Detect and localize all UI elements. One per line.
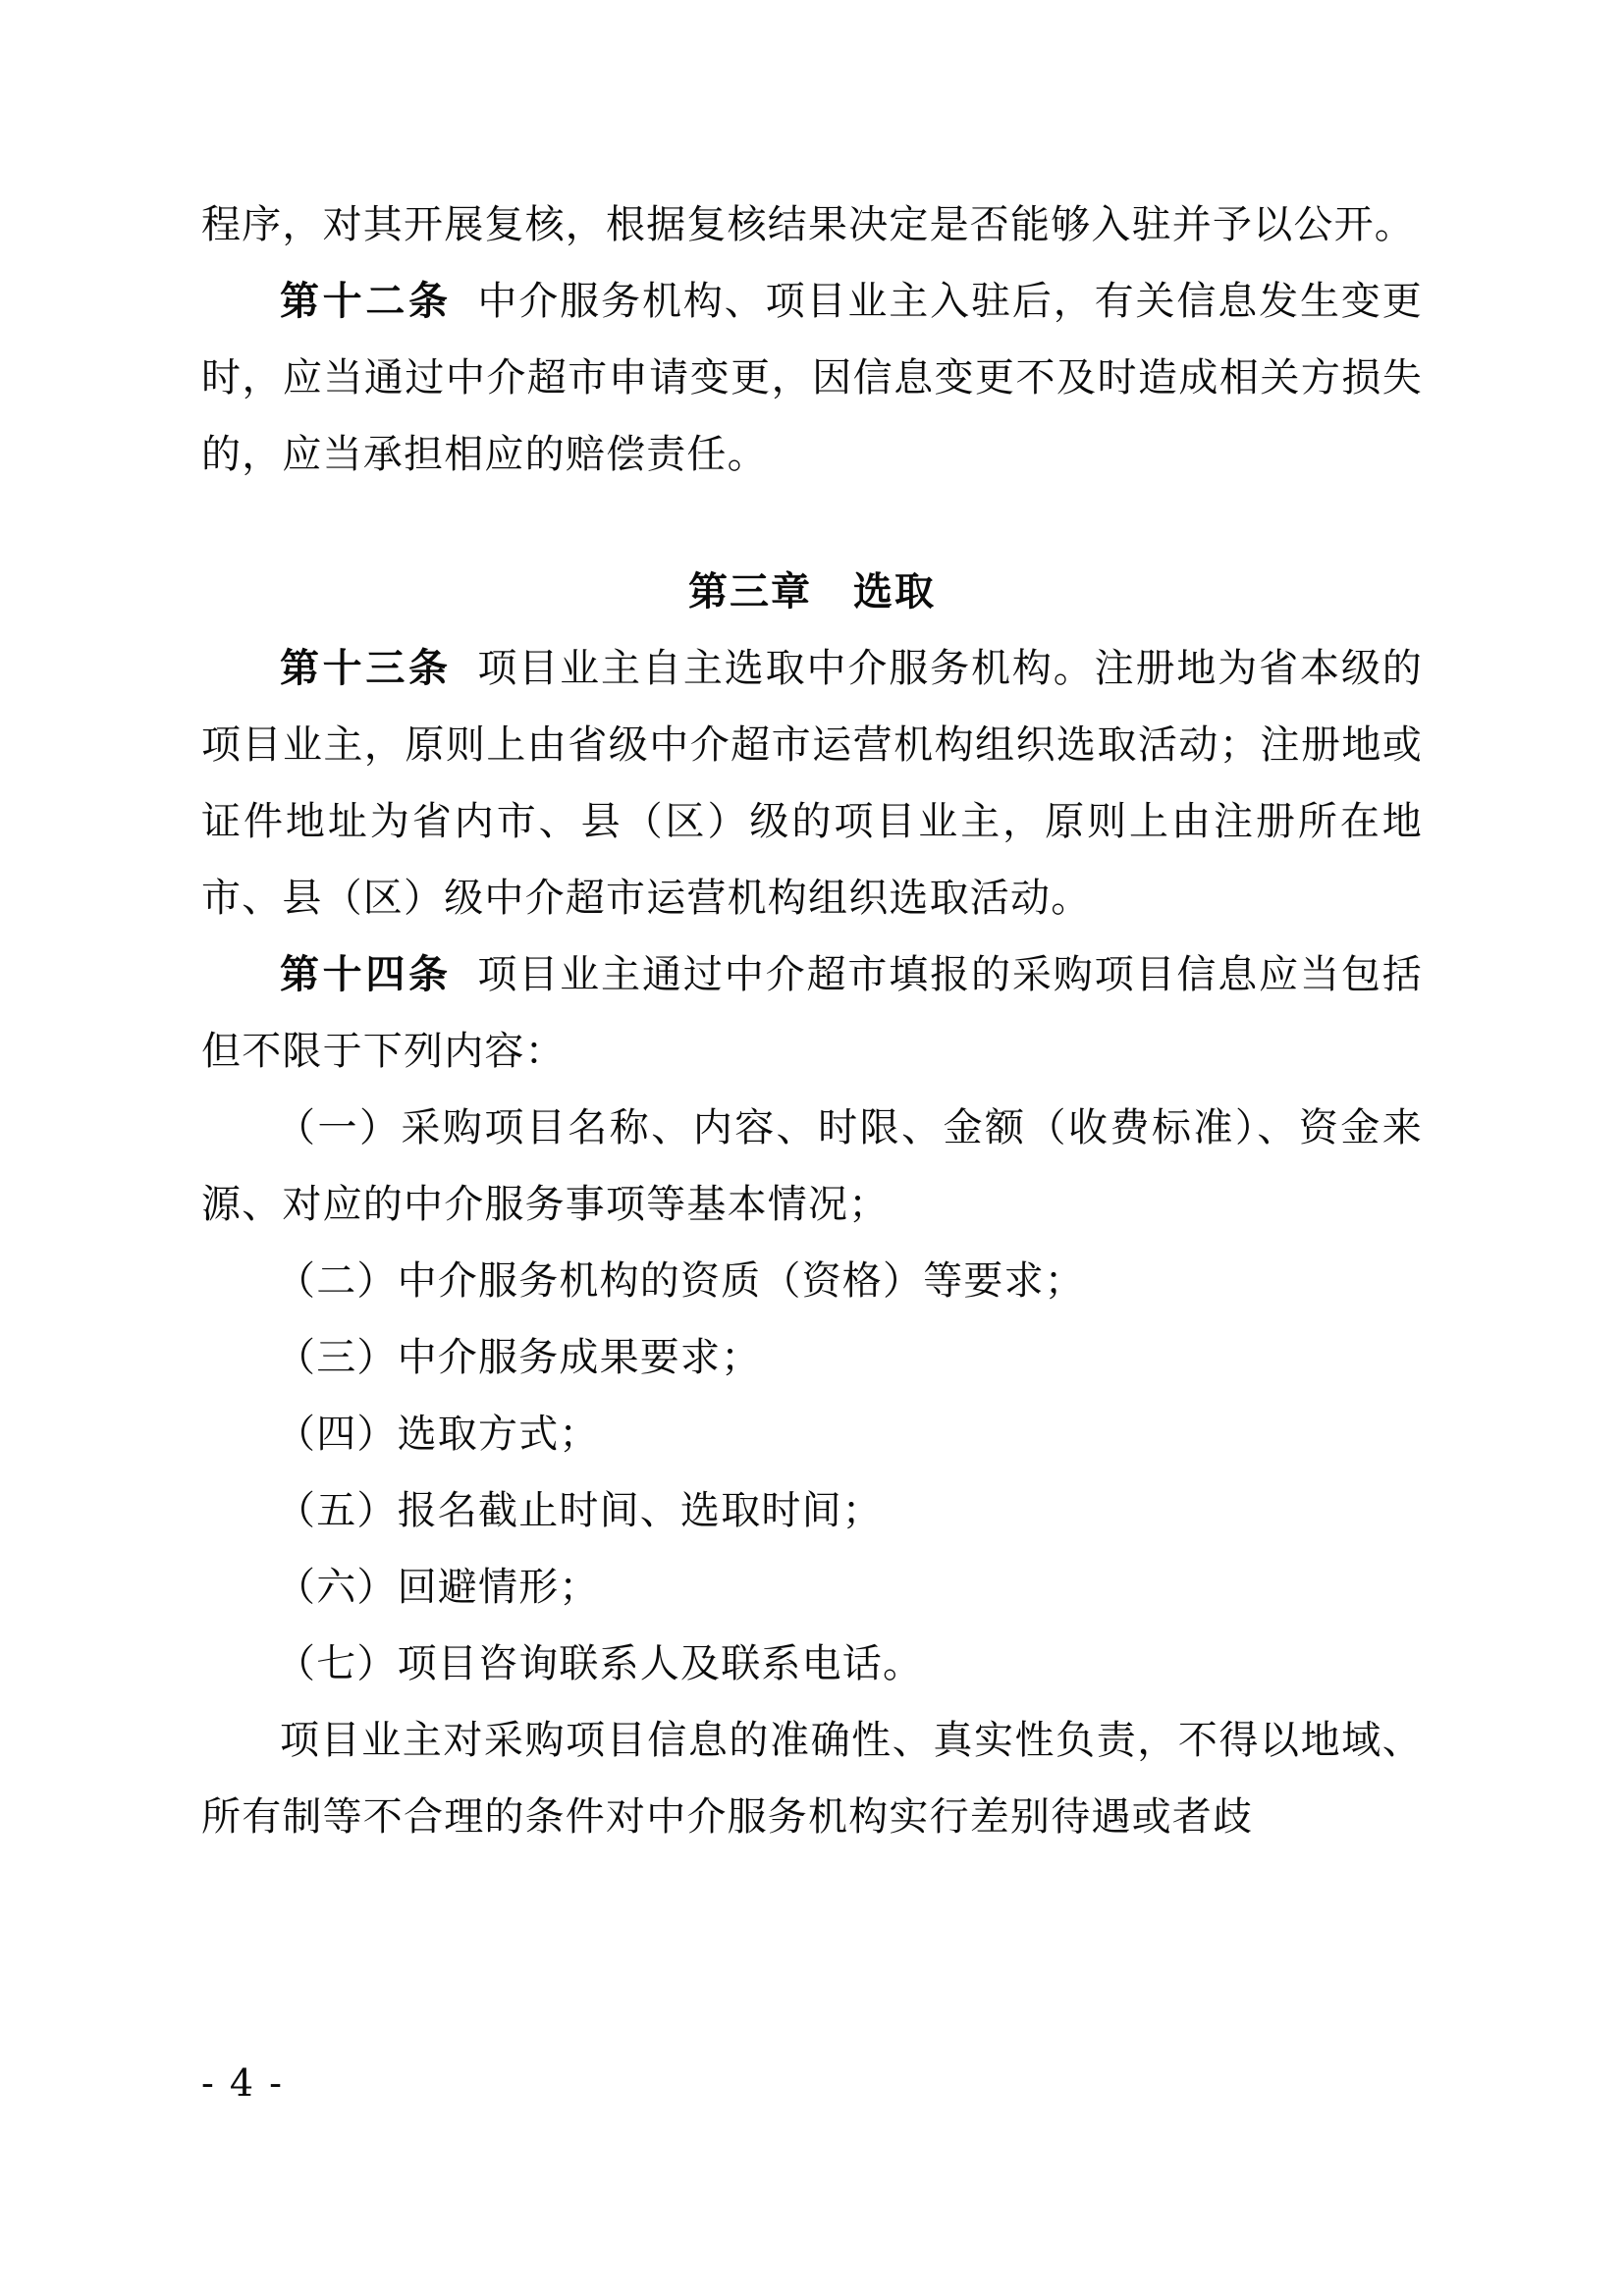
- list-item: （四）选取方式；: [276, 1412, 600, 1457]
- paragraph-closing: 项目业主对采购项目信息的准确性、真实性负责，不得以地域、所有制等不合理的条件对中介服务机构实行差别待遇或者歧: [201, 1718, 1423, 1840]
- chapter-heading: 第三章 选取: [688, 568, 936, 614]
- list-item: （三）中介服务成果要求；: [276, 1335, 762, 1380]
- article-12-lead: 第十二条: [280, 278, 452, 324]
- document-body: [201, 187, 1423, 1855]
- article-13-lead: 第十三条: [280, 645, 452, 691]
- paragraph-article-12: [201, 263, 1423, 493]
- list-item: （一）采购项目名称、内容、时限、金额（收费标准）、资金来源、对应的中介服务事项等基本情况；: [201, 1105, 1423, 1227]
- paragraph-continued: 程序，对其开展复核，根据复核结果决定是否能够入驻并予以公开。: [201, 202, 1415, 247]
- list-item: （二）中介服务机构的资质（资格）等要求；: [276, 1258, 1085, 1304]
- article-14-text: 项目业主通过中介超市填报的采购项目信息应当包括但不限于下列内容：: [201, 952, 1423, 1074]
- article-12-text: 中介服务机构、项目业主入驻后，有关信息发生变更时，应当通过中介超市申请变更，因信息变更不及时造成相关方损失的，应当承担相应的赔偿责任。: [201, 279, 1423, 477]
- list-item: （五）报名截止时间、选取时间；: [276, 1488, 883, 1533]
- spacer-before-chapter: [201, 493, 1423, 554]
- article-13-text: 项目业主自主选取中介服务机构。注册地为省本级的项目业主，原则上由省级中介超市运营机构组织选取活动；注册地或证件地址为省内市、县（区）级的项目业主，原则上由注册所在地市、县（区）级中介超市运营机构组织选取活动。: [201, 646, 1423, 921]
- list-item: （七）项目咨询联系人及联系电话。: [276, 1641, 924, 1686]
- article-14-lead: 第十四条: [280, 951, 452, 997]
- paragraph-article-14: [201, 936, 1423, 1090]
- page-number: - 4 -: [201, 2061, 285, 2105]
- paragraph-article-13: [201, 630, 1423, 936]
- list-item: （六）回避情形；: [276, 1565, 600, 1610]
